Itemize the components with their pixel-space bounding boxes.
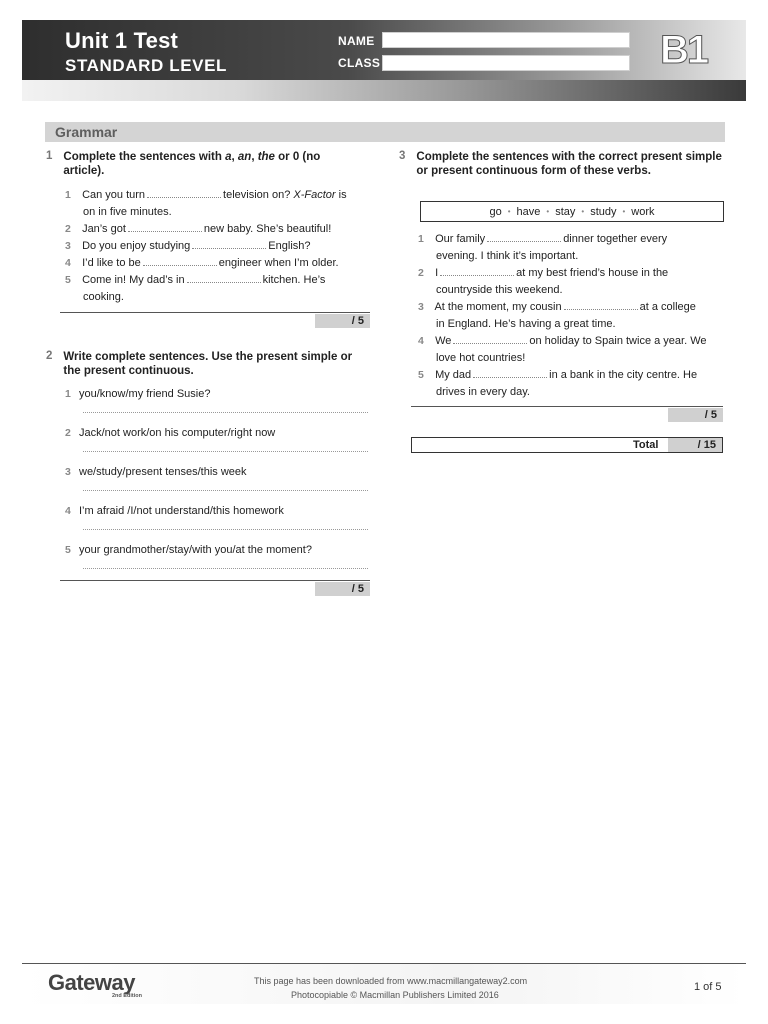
word-box: [420, 201, 724, 222]
score-box: / 5: [668, 408, 723, 422]
list-item: 2 I at my best friend’s house in the countryside this weekend.: [418, 267, 669, 296]
answer-gap[interactable]: [147, 188, 221, 198]
answer-gap[interactable]: [128, 222, 202, 232]
class-field[interactable]: [382, 55, 630, 71]
name-label: NAME: [338, 34, 375, 48]
edition-label: 2nd Edition: [112, 993, 142, 999]
score-rule: [411, 406, 723, 407]
answer-gap[interactable]: [564, 300, 638, 310]
level-badge: B1: [660, 28, 708, 72]
page-number: 1 of 5: [694, 981, 722, 993]
word-box-item: study: [590, 205, 617, 218]
score-rule: [60, 312, 370, 313]
list-item: 5 Come in! My dad’s in kitchen. He’s cooking.: [65, 274, 326, 303]
footer-rule: [22, 963, 746, 964]
bullet-icon: •: [546, 207, 550, 216]
answer-gap[interactable]: [143, 256, 217, 266]
score-box: / 5: [315, 314, 370, 328]
answer-gap[interactable]: [440, 266, 514, 276]
level-title: STANDARD LEVEL: [65, 56, 228, 75]
bullet-icon: •: [581, 207, 585, 216]
word-box-item: go: [489, 205, 502, 218]
question-1: [46, 150, 364, 178]
list-item: 1 Our family dinner together every evening. I think it’s important.: [418, 233, 668, 262]
list-item: 3 Do you enjoy studying English?: [65, 240, 311, 252]
question-instruction: Write complete sentences. Use the present simple or the present continuous.: [63, 351, 353, 377]
list-item: 4 We on holiday to Spain twice a year. We love hot countries!: [418, 335, 707, 364]
list-item: 2 Jan’s got new baby. She’s beautiful!: [65, 223, 332, 235]
question-2-items: [65, 386, 365, 581]
word-box-item: have: [516, 205, 541, 218]
question-1-items: [65, 187, 365, 306]
question-instruction: Complete the sentences with the correct present simple or present continuous form of these verbs.: [416, 151, 722, 177]
question-number: 1: [46, 150, 53, 162]
download-note: This page has been downloaded from www.macmillangateway2.com: [254, 976, 528, 986]
question-3: [399, 150, 724, 178]
question-2: [46, 350, 364, 378]
list-item: 2 Jack/not work/on his computer/right now: [65, 425, 365, 464]
score-rule: [60, 580, 370, 581]
list-item: 4 I’m afraid /I/not understand/this homework: [65, 503, 365, 542]
unit-title: Unit 1 Test: [65, 28, 179, 53]
score-box: / 5: [315, 582, 370, 596]
answer-gap[interactable]: [192, 239, 266, 249]
copyright-note: Photocopiable © Macmillan Publishers Limited 2016: [291, 990, 499, 1000]
answer-line[interactable]: [83, 567, 368, 569]
bullet-icon: •: [622, 207, 626, 216]
question-3-items: [418, 231, 728, 401]
question-number: 2: [46, 350, 53, 362]
section-title: Grammar: [55, 124, 118, 140]
bullet-icon: •: [507, 207, 511, 216]
list-item: 1 you/know/my friend Susie?: [65, 386, 365, 425]
list-item: 1 Can you turn television on? X-Factor is on in five minutes.: [65, 189, 347, 218]
class-label: CLASS: [338, 56, 381, 70]
section-bar: [45, 122, 725, 142]
list-item: 5 your grandmother/stay/with you/at the moment?: [65, 542, 365, 581]
brand-logo: Gateway: [48, 970, 135, 995]
word-box-item: stay: [555, 205, 576, 218]
name-field[interactable]: [382, 32, 630, 48]
answer-line[interactable]: [83, 528, 368, 530]
question-number: 3: [399, 150, 406, 162]
answer-gap[interactable]: [187, 273, 261, 283]
answer-line[interactable]: [83, 489, 368, 491]
question-instruction: Complete the sentences with a, an, the or 0 (no article).: [63, 151, 321, 177]
header-banner-strip: [22, 80, 746, 101]
list-item: 5 My dad in a bank in the city centre. He drives in every day.: [418, 369, 698, 398]
list-item: 3 At the moment, my cousin at a college in England. He’s having a great time.: [418, 301, 696, 330]
total-label: Total: [633, 439, 659, 451]
answer-line[interactable]: [83, 450, 368, 452]
total-score: / 15: [668, 438, 722, 452]
answer-line[interactable]: [83, 411, 368, 413]
answer-gap[interactable]: [453, 334, 527, 344]
list-item: 4 I’d like to be engineer when I’m older.: [65, 257, 339, 269]
answer-gap[interactable]: [487, 232, 561, 242]
word-box-item: work: [631, 205, 655, 218]
answer-gap[interactable]: [473, 368, 547, 378]
list-item: 3 we/study/present tenses/this week: [65, 464, 365, 503]
